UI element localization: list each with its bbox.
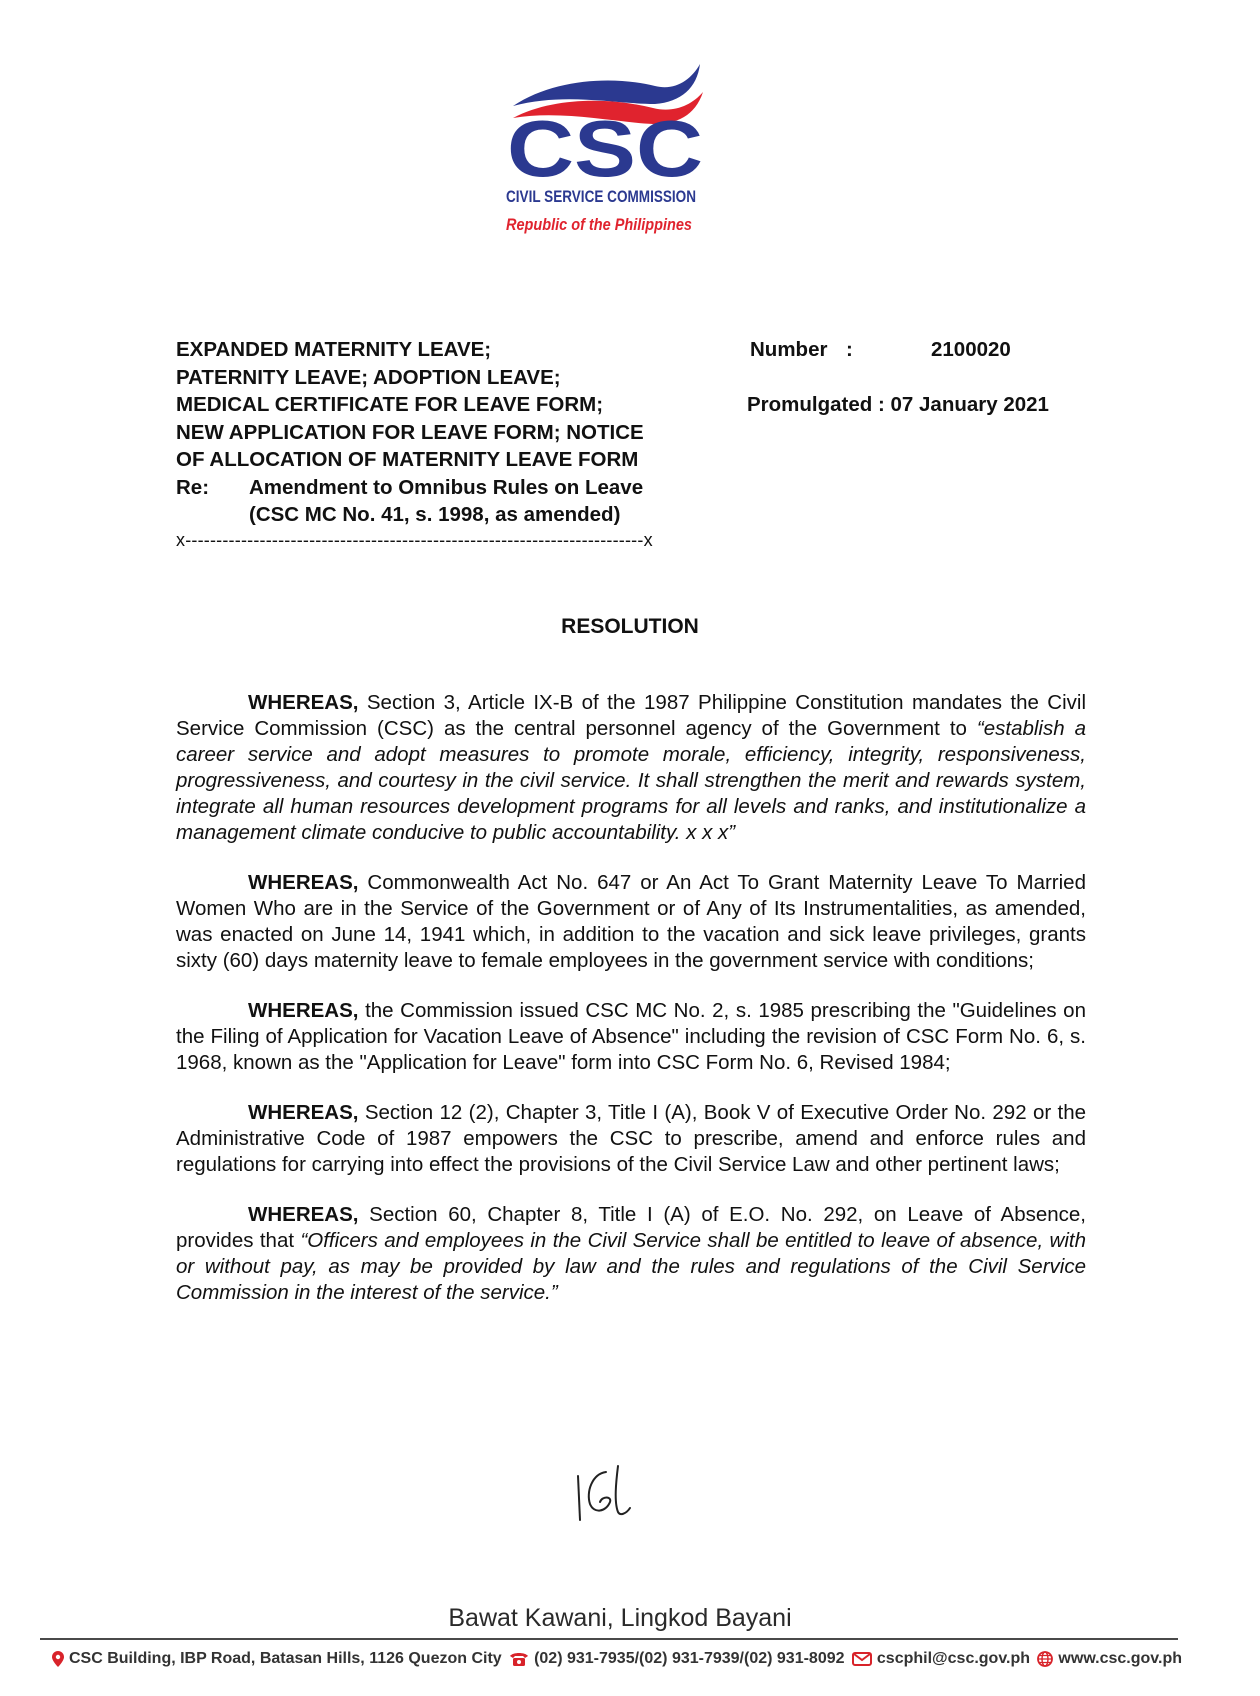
paragraph-lead: WHEREAS, <box>248 691 359 714</box>
paragraph-text: the Commission issued CSC MC No. 2, s. 1985 prescribing the "Guidelines on the Filing of Application for Vacation Leave of Absence" including the revision of CSC Form No. 6, s. 1968, known as the "Application for Leave" form into CSC Form No. 6, Revised 1984; <box>176 999 1086 1074</box>
number-row <box>747 336 1049 364</box>
section-divider: x--------------------------------------------------------------------------x <box>176 530 653 550</box>
subject-line: EXPANDED MATERNITY LEAVE; <box>176 338 492 361</box>
re-text: Amendment to Omnibus Rules on Leave <box>249 475 644 499</box>
promulgated-row <box>747 391 1049 419</box>
location-pin-icon <box>52 1651 64 1667</box>
promulgated-label: Promulgated : <box>747 393 885 416</box>
csc-logo <box>495 58 715 258</box>
number-label: Number <box>750 338 828 361</box>
whereas-paragraph <box>176 690 1086 846</box>
document-body <box>176 690 1086 1330</box>
paragraph-lead: WHEREAS, <box>248 1101 359 1124</box>
csc-logo-graphic <box>495 58 715 258</box>
mail-icon <box>852 1652 872 1666</box>
document-title: RESOLUTION <box>561 615 699 638</box>
re-label: Re: <box>176 475 210 499</box>
paragraph-lead: WHEREAS, <box>248 999 359 1022</box>
number-value: 2100020 <box>931 338 1011 361</box>
paragraph-text: Section 12 (2), Chapter 3, Title I (A), Book V of Executive Order No. 292 or the Administrative Code of 1987 empowers the CSC to prescribe, amend and enforce rules and regulations for carrying into effect the provisions of the Civil Service Law and other pertinent laws; <box>176 1101 1086 1176</box>
paragraph-lead: WHEREAS, <box>248 871 359 894</box>
logo-blue-swoosh <box>513 64 700 106</box>
re-line <box>176 474 706 502</box>
globe-icon <box>1037 1651 1053 1667</box>
logo-acronym: CSC <box>507 104 703 193</box>
logo-country: Republic of the Philippines <box>506 215 692 234</box>
email-link[interactable]: cscphil@csc.gov.ph <box>876 1650 1031 1667</box>
number-colon: : <box>846 338 853 361</box>
re-text: (CSC MC No. 41, s. 1998, as amended) <box>249 503 621 526</box>
subject-line: MEDICAL CERTIFICATE FOR LEAVE FORM; <box>176 393 604 416</box>
whereas-paragraph <box>176 1202 1086 1306</box>
paragraph-lead: WHEREAS, <box>248 1203 359 1226</box>
paragraph-quote: “establish a career service and adopt measures to promote morale, efficiency, integrity, responsiveness, progressiveness, and courtesy in the civil service. It shall strengthen the merit and rewards system, integrate all human resources development programs for all levels and ranks, and institutionalize a management climate conducive to public accountability. x x x” <box>176 717 1086 844</box>
footer-contact <box>52 1650 1182 1668</box>
subject-line: NEW APPLICATION FOR LEAVE FORM; NOTICE <box>176 420 644 444</box>
paragraph-text: Section 3, Article IX-B of the 1987 Philippine Constitution mandates the Civil Service Commission (CSC) as the central personnel agency of the Government to <box>176 691 1086 740</box>
subject-line: PATERNITY LEAVE; ADOPTION LEAVE; <box>176 365 561 389</box>
logo-agency-name: CIVIL SERVICE COMMISSION <box>506 187 696 206</box>
subject-line: OF ALLOCATION OF MATERNITY LEAVE FORM <box>176 448 639 471</box>
footer-email[interactable] <box>852 1650 1030 1668</box>
phone-text: (02) 931-7935/(02) 931-7939/(02) 931-8092 <box>534 1650 845 1667</box>
paragraph-quote: “Officers and employees in the Civil Service shall be entitled to leave of absence, with or without pay, as may be provided by law and the rules and regulations of the Civil Service Commission in the interest of the service.” <box>176 1229 1086 1304</box>
whereas-paragraph <box>176 1100 1086 1178</box>
paragraph-text: Section 60, Chapter 8, Title I (A) of E.O. No. 292, on Leave of Absence, provides that <box>176 1203 1086 1252</box>
footer-phone <box>509 1650 844 1668</box>
footer-website[interactable] <box>1037 1650 1182 1668</box>
footer-address <box>52 1650 502 1668</box>
address-text: CSC Building, IBP Road, Batasan Hills, 1126 Quezon City <box>69 1650 502 1667</box>
paragraph-text: Commonwealth Act No. 647 or An Act To Grant Maternity Leave To Married Women Who are in the Service of the Government or of Any of Its Instrumentalities, as amended, was enacted on June 14, 1941 which, in addition to the vacation and sick leave privileges, grants sixty (60) days maternity leave to female employees in the government service with conditions; <box>176 871 1086 972</box>
whereas-paragraph <box>176 998 1086 1076</box>
resolution-meta <box>747 336 1049 419</box>
handwritten-initials <box>572 1462 632 1524</box>
footer-motto: Bawat Kawani, Lingkod Bayani <box>448 1604 792 1632</box>
whereas-paragraph <box>176 870 1086 974</box>
website-link[interactable]: www.csc.gov.ph <box>1058 1650 1182 1667</box>
subject-block <box>176 336 706 529</box>
promulgated-value: 07 January 2021 <box>890 393 1049 416</box>
footer-divider <box>40 1638 1178 1640</box>
telephone-icon <box>509 1652 529 1666</box>
